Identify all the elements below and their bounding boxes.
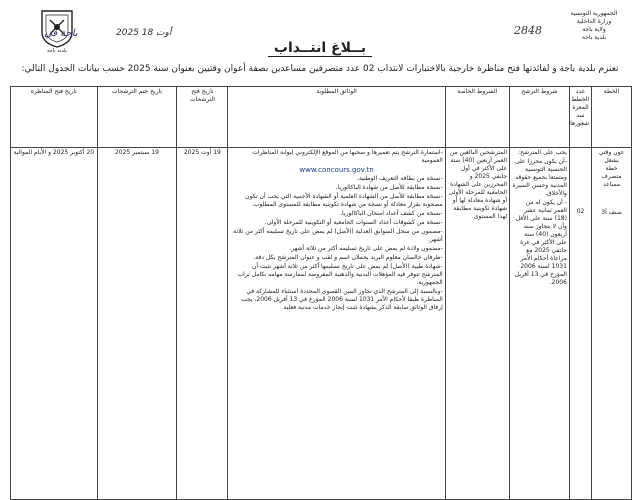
handwritten-ref: باجة في <box>44 28 78 39</box>
condition-line: - أن يكون له من العمر ثمانية عشر (18) سنة على الأقل وأن لا يتجاوز سنه أربعون (40) سنة على الأكثر في غرة جانفي 2025 مع مراعاة أحكام الأمر 1031 لسنة 2006 المؤرخ في 13 أفريل 2006. <box>514 199 567 286</box>
condition-line: يجب على المترشح: <box>518 149 567 156</box>
doc-line: -وبالنسبة إلى المترشح الذي تجاوز السن القصوى المحددة استثناء للمشاركة في المناظرة طبقا لأحكام الأمر 1031 لسنة 2006 المؤرخ في 13 أفريل 2006، يجب إرفاق الوثائق سابقة الذكر بشهادة تثبت إنجاز خدمات مدنية فعلية <box>241 288 443 311</box>
cell-count: 02 <box>569 148 591 500</box>
table-row <box>11 148 632 500</box>
plan-line: صنف أ3 <box>601 209 622 216</box>
col-count: عدد الخطط المعزة سد شغورها <box>569 87 591 148</box>
cell-plan <box>592 148 632 500</box>
doc-line: -نسخة مطابقة للأصل من شهادة الباكالوريا. <box>335 184 443 191</box>
condition-line: -أن يكون محرزا على الجنسية التونسية ومتمتعا بجميع حقوقه المدنية وحسن السيرة والأخلاق. <box>512 158 567 197</box>
plan-line: عون وقتي <box>598 149 625 156</box>
col-documents: الوثائق المطلوبة <box>228 87 445 148</box>
doc-line: -استمارة الترشح يتم تعميرها و سحبها من الموقع الإلكتروني لبوابة المناظرات العمومية <box>252 149 443 164</box>
cell-documents <box>228 148 445 500</box>
header-line: وزارة الداخلية <box>576 18 612 25</box>
cell-special: المترشحين البالغين من العمر أربعين (40) سنة على الأكثر في أول جانفي 2025 و المحرزين على الشهادة الجامعية للمرحلة الأولى أو شهادة معادلة لها أو شهادة تكوينية مطابقة لهذا المستوى. <box>445 148 509 500</box>
doc-line: -شهادة طبية (الأصل) لم يمض على تاريخ تسليمها أكثر من ثلاثة أشهر تثبت أن المترشح تتوفر فيه المؤهلات البدنية والذهنية المفروضة لممارسة مهامه بكامل تراب الجمهورية. <box>237 263 443 286</box>
plan-line: متصرف <box>601 173 622 180</box>
page-title <box>0 40 640 56</box>
table-header-row <box>11 87 632 148</box>
header-line: بلدية باجة <box>581 34 607 41</box>
col-conditions: شروط الترشح <box>510 87 570 148</box>
recruitment-table <box>10 86 632 500</box>
header-authority <box>560 10 628 42</box>
logo-caption: بلدية باجة <box>46 48 68 54</box>
title-text: بــلاغ انتــداب <box>268 40 372 57</box>
doc-line: -نسخة مطابقة للأصل من الشهادة العلمية أو الشهادة الأجنبية التي يجب أن تكون مصحوبة بقرار معادلة أو نسخة من شهادة تكوينية مطابقة للمستوى المطلوب. <box>245 193 443 208</box>
header-line: ولاية باجة <box>582 26 606 33</box>
doc-line: -نسخة من كشوفات أعداد السنوات الجامعية أو التكوينية للمرحلة الأولى. <box>264 219 443 226</box>
col-open-date: تاريخ فتح الترشحات <box>177 87 228 148</box>
plan-line: يشغل <box>604 157 619 164</box>
intro-paragraph: تعتزم بلدية باجة و لفائدتها فتح مناظرة خارجية بالاختبارات لانتداب 02 عدد متصرفين مساعدين بصفة أعوان وقتيين بعنوان سنة 2025 حسب بيانات الجدول التالي: <box>21 64 619 74</box>
plan-line: مساعد <box>602 181 621 188</box>
portal-link[interactable]: www.concours.gov.tn <box>299 166 374 174</box>
doc-line: -نسخة من بطاقة التعريف الوطنية. <box>357 175 443 182</box>
cell-exam-date: 20 أكتوبر 2025 و الأيام الموالية <box>11 148 98 500</box>
doc-line: -نسخة من كشف أعداد امتحان الباكالوريا. <box>340 210 443 217</box>
doc-line: -مضمون ولادة لم يمض على تاريخ تسليمه أكثر من ثلاثة أشهر. <box>289 245 443 252</box>
cell-open-date: 19 أوت 2025 <box>177 148 228 500</box>
cell-close-date: 19 سبتمبر 2025 <box>97 148 177 500</box>
plan-line: خطة <box>605 165 618 172</box>
col-plan: الخطة <box>592 87 632 148</box>
header-line: الجمهورية التونسية <box>570 10 618 17</box>
date-stamp: 2025 أوت 18 <box>116 28 172 38</box>
col-special: الشروط الخاصة <box>445 87 509 148</box>
col-exam-date: تاريخ فتح المناظرة <box>11 87 98 148</box>
cell-conditions <box>510 148 570 500</box>
doc-line: -ظرفان خالصان معلوم البريد يحملان اسم و لقب و عنوان المترشح بكل دقة. <box>253 254 443 261</box>
reference-number: 2848 <box>514 24 542 37</box>
col-close-date: تاريخ ختم الترشحات <box>97 87 177 148</box>
doc-line: -مضمون من سجل السوابق العدلية (الأصل) لم يمض على تاريخ تسليمه أكثر من ثلاثة أشهر. <box>233 228 443 243</box>
